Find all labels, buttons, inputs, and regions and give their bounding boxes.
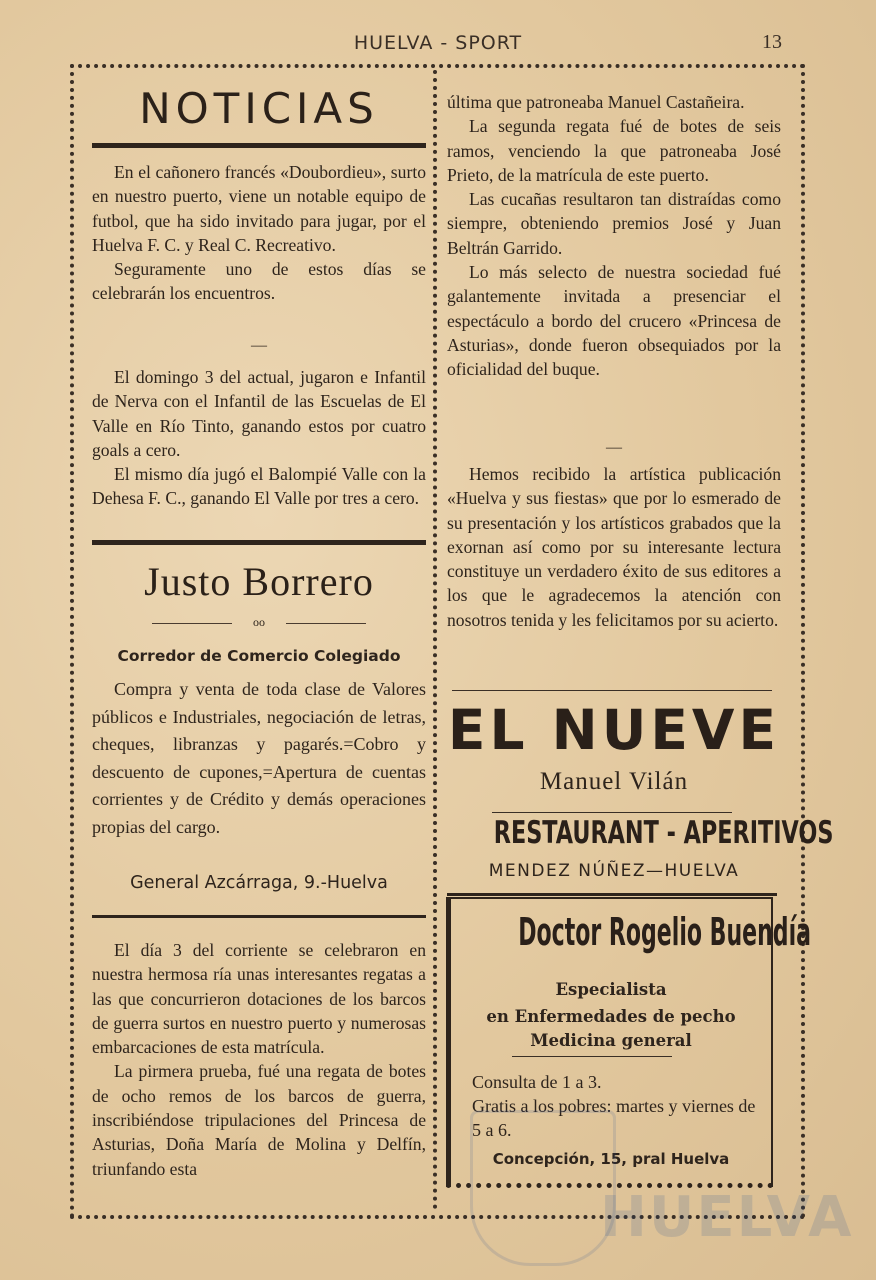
page-number: 13 [762, 31, 782, 53]
archive-shield-watermark [470, 1110, 616, 1266]
regatas-article-cont [447, 90, 781, 382]
borrero-ad-subtitle: Corredor de Comercio Colegiado [117, 647, 401, 665]
news-paragraph: El mismo día jugó el Balompié Valle con la Dehesa F. C., ganando El Valle por tres a cero. [92, 464, 426, 509]
doctor-ad-hours: Consulta de 1 a 3. [472, 1072, 602, 1092]
ornament-line-left [152, 623, 232, 624]
news-paragraph: Las cucañas resultaron tan distraídas como siempre, obteniendo premios José y Juan Beltrán Garrido. [447, 189, 781, 258]
noticias-block-2 [92, 365, 426, 511]
archive-watermark-text: HUELVA [600, 1185, 854, 1250]
news-paragraph: La pirmera prueba, fué una regata de botes de ocho remos de los barcos de guerra, inscribiéndose tripulaciones del Princesa de Asturias, Doña María de Molina y Delfín, triunfando esta [92, 1061, 426, 1179]
el-nueve-ad-name: EL NUEVE [447, 698, 781, 762]
doctor-ad-name: Doctor Rogelio Buendía [518, 910, 812, 954]
doctor-ad-specialty-line2: en Enfermedades de pecho [486, 1007, 736, 1026]
ornamental-rule [452, 690, 772, 691]
doctor-ad-specialty-line3: Medicina general [530, 1031, 692, 1050]
separator-dash: — [606, 439, 622, 456]
news-paragraph: El domingo 3 del actual, jugaron e Infantil de Nerva con el Infantil de las Escuelas de El Valle en Río Tinto, ganando estos por cuatro goals a cero. [92, 367, 426, 460]
news-paragraph: Hemos recibido la artística publicación «Huelva y sus fiestas» que por lo esmerado de su presentación y los artísticos grabados que la exornan así como por su interesante lectura constituye un verdadero éxito de sus editores a los que le agradecemos la atención con nosotros tenida y les felicitamos por su acierto. [447, 464, 781, 630]
el-nueve-ad-owner: Manuel Vilán [539, 768, 689, 795]
borrero-ad-body [92, 676, 426, 841]
heading-rule [92, 143, 426, 148]
noticias-block-1 [92, 160, 426, 306]
noticias-heading: NOTICIAS [139, 84, 379, 133]
ad-rule [492, 812, 732, 813]
ornament-glyph: oo [253, 615, 265, 629]
news-paragraph: En el cañonero francés «Doubordieu», surto en nuestro puerto, viene un notable equipo de futbol, que ha sido invitado para jugar, por el Huelva F. C. y Real C. Recreativo. [92, 162, 426, 255]
borrero-ad-address: General Azcárraga, 9.-Huelva [130, 873, 388, 893]
doctor-ad-rule [512, 1056, 672, 1057]
borrero-ad-name: Justo Borrero [144, 559, 374, 604]
column-separator [433, 70, 437, 1210]
el-nueve-ad-address: MENDEZ NÚÑEZ—HUELVA [488, 861, 740, 881]
running-header-title: HUELVA - SPORT [353, 32, 523, 54]
publicacion-article [447, 462, 781, 632]
separator-dash: — [251, 337, 267, 354]
news-paragraph: El día 3 del corriente se celebraron en nuestra hermosa ría unas interesantes regatas a las que concurrieron dotaciones de los barcos de guerra surtos en nuestro puerto y numerosas embarcaciones de esta matrícula. [92, 940, 426, 1058]
news-paragraph: última que patroneaba Manuel Castañeira. [447, 92, 745, 112]
borrero-ad-text: Compra y venta de toda clase de Valores públicos e Industriales, negociación de letras, cheques, libranzas y pagarés.=Cobro y descuento de cupones,=Apertura de cuentas corrientes y de Crédito y demás operaciones propias del cargo. [92, 679, 426, 837]
doctor-ad-address: Concepción, 15, pral Huelva [492, 1150, 730, 1168]
section-rule [92, 915, 426, 918]
news-paragraph: Lo más selecto de nuestra sociedad fué galantemente invitada a presenciar el espectáculo a bordo del crucero «Princesa de Asturias», donde fueron obsequiados por la oficialidad del buque. [447, 262, 781, 380]
section-rule [447, 893, 777, 896]
regatas-article [92, 938, 426, 1181]
el-nueve-ad-type: RESTAURANT - APERITIVOS [493, 815, 834, 851]
section-rule [92, 540, 426, 545]
news-paragraph: Seguramente uno de estos días se celebrarán los encuentros. [92, 259, 426, 304]
doctor-ad-specialty: Especialista [555, 980, 667, 999]
news-paragraph: La segunda regata fué de botes de seis ramos, venciendo la que patroneaba José Prieto, de la matrícula de este puerto. [447, 116, 781, 185]
ornament [92, 615, 426, 630]
ornament-line-right [286, 623, 366, 624]
doctor-ad-free: Gratis a los pobres: martes y viernes de 5 a 6. [472, 1096, 756, 1140]
